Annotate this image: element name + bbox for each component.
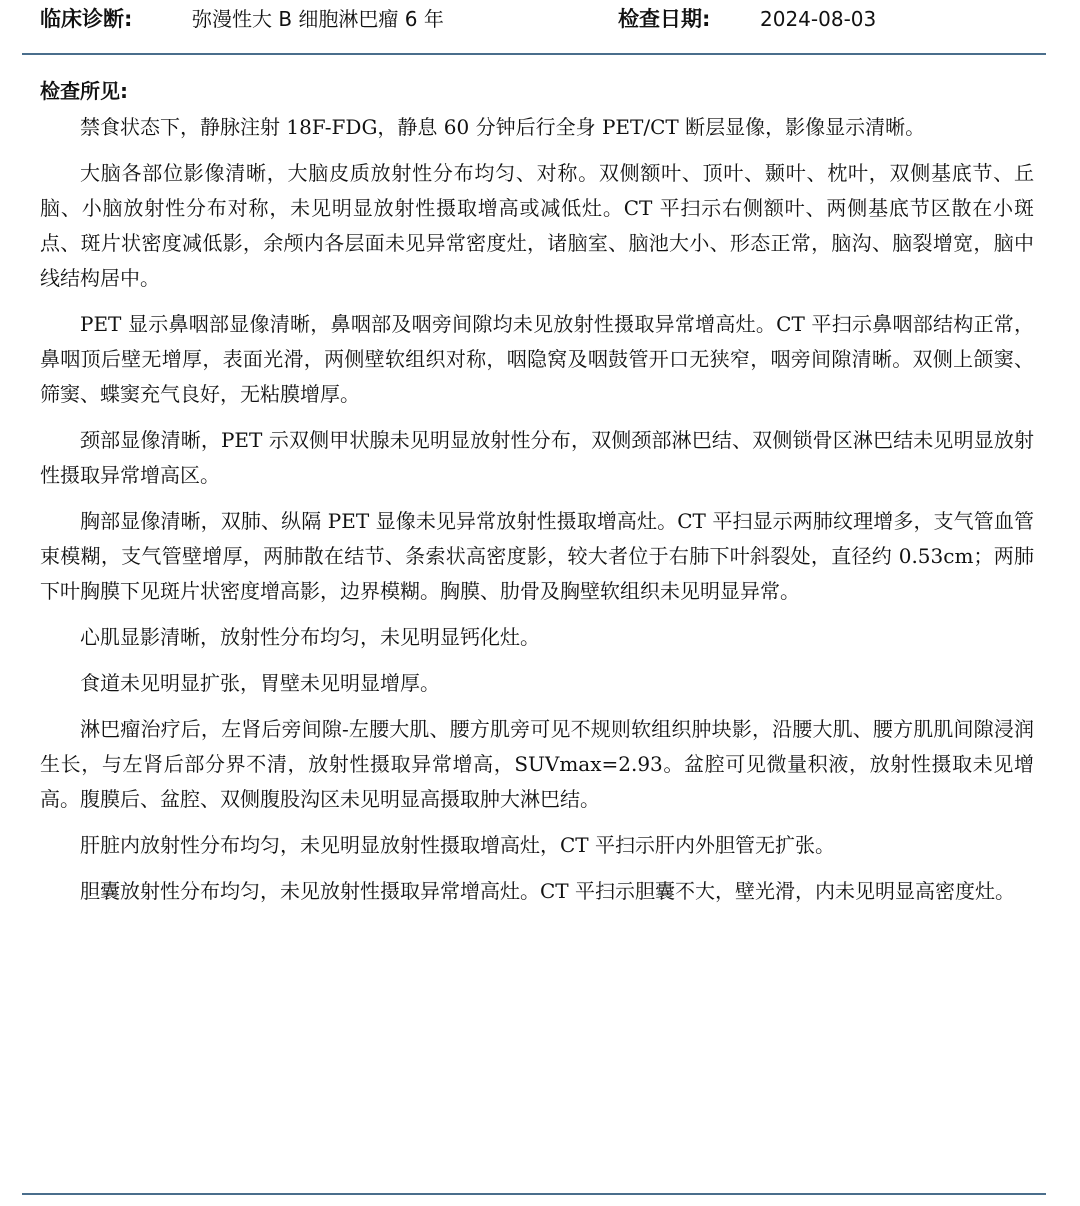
finding-paragraph-nasopharynx: PET 显示鼻咽部显像清晰，鼻咽部及咽旁间隙均未见放射性摄取异常增高灶。CT 平扫示鼻咽部结构正常，鼻咽顶后壁无增厚，表面光滑，两侧壁软组织对称，咽隐窝及咽鼓管开口无狭窄，咽旁间隙清晰。双侧上颌窦、筛窦、蝶窦充气良好，无粘膜增厚。	[40, 312, 1034, 406]
finding-paragraph-brain: 大脑各部位影像清晰，大脑皮质放射性分布均匀、对称。双侧额叶、顶叶、颞叶、枕叶，双侧基底节、丘脑、小脑放射性分布对称，未见明显放射性摄取增高或减低灶。CT 平扫示右侧额叶、两侧基底节区散在小斑点、斑片状密度减低影，余颅内各层面未见异常密度灶，诸脑室、脑池大小、形态正常，脑沟、脑裂增宽，脑中线结构居中。	[40, 161, 1034, 290]
finding-paragraph-chest: 胸部显像清晰，双肺、纵隔 PET 显像未见异常放射性摄取增高灶。CT 平扫显示两肺纹理增多，支气管血管束模糊，支气管壁增厚，两肺散在结节、条索状高密度影，较大者位于右肺下叶斜裂处，直径约 0.53cm；两肺下叶胸膜下见斑片状密度增高影，边界模糊。胸膜、肋骨及胸壁软组织未见明显异常。	[40, 509, 1034, 603]
exam-date-value: 2024-08-03	[760, 7, 877, 31]
finding-paragraph-scan-protocol: 禁食状态下，静脉注射 18F-FDG，静息 60 分钟后行全身 PET/CT 断层显像，影像显示清晰。	[80, 115, 926, 139]
diagnosis-value: 弥漫性大 B 细胞淋巴瘤 6 年	[192, 7, 444, 31]
finding-paragraph-heart: 心肌显影清晰，放射性分布均匀，未见明显钙化灶。	[80, 625, 540, 649]
finding-paragraph-lymphoma: 淋巴瘤治疗后，左肾后旁间隙-左腰大肌、腰方肌旁可见不规则软组织肿块影，沿腰大肌、腰方肌肌间隙浸润生长，与左肾后部分界不清，放射性摄取异常增高，SUVmax=2.93。盆腔可见微量积液，放射性摄取未见增高。腹膜后、盆腔、双侧腹股沟区未见明显高摄取肿大淋巴结。	[40, 717, 1034, 811]
findings-title: 检查所见:	[40, 79, 128, 103]
finding-paragraph-liver: 肝脏内放射性分布均匀，未见明显放射性摄取增高灶，CT 平扫示肝内外胆管无扩张。	[80, 833, 835, 857]
exam-date-label: 检查日期:	[618, 7, 711, 31]
finding-paragraph-gallbladder: 胆囊放射性分布均匀，未见放射性摄取异常增高灶。CT 平扫示胆囊不大，壁光滑，内未见明显高密度灶。	[80, 879, 1015, 903]
finding-paragraph-esophagus-stomach: 食道未见明显扩张，胃壁未见明显增厚。	[80, 671, 440, 695]
report-header	[0, 0, 1080, 40]
header-divider	[22, 53, 1046, 55]
findings-body	[40, 110, 1034, 909]
footer-divider	[22, 1193, 1046, 1195]
finding-paragraph-neck: 颈部显像清晰，PET 示双侧甲状腺未见明显放射性分布，双侧颈部淋巴结、双侧锁骨区淋巴结未见明显放射性摄取异常增高区。	[40, 428, 1034, 487]
findings-section	[40, 72, 1034, 920]
diagnosis-label: 临床诊断:	[40, 7, 133, 31]
